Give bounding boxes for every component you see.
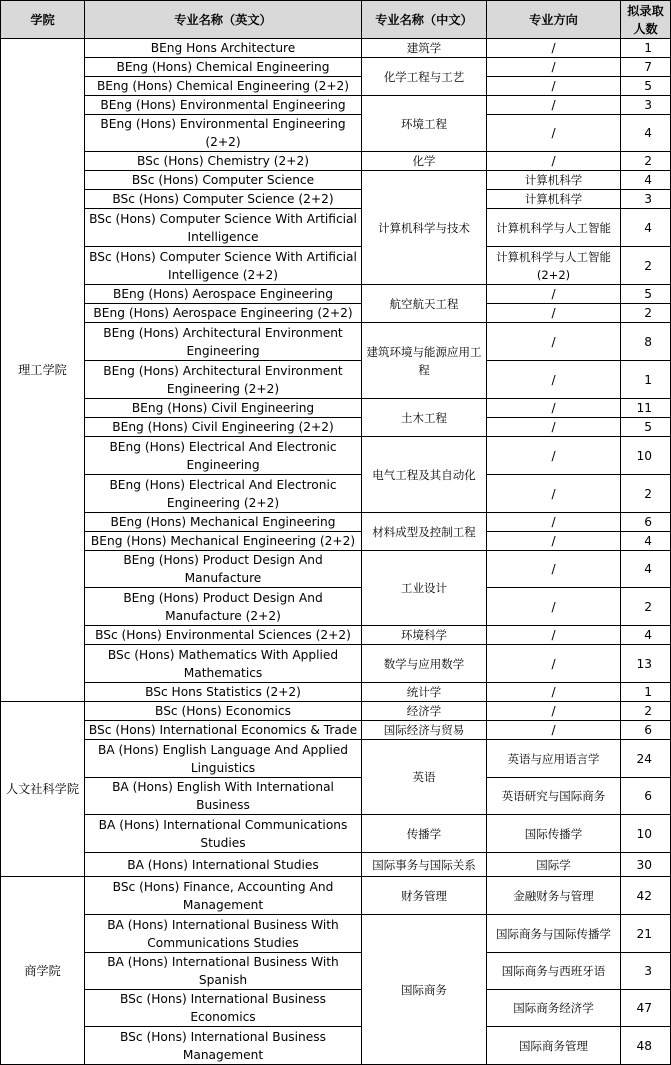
- direction-cell: 国际商务经济学: [487, 990, 621, 1027]
- major-en-cell: BSc (Hons) International Business Management: [85, 1027, 362, 1065]
- quota-cell: 5: [621, 418, 671, 437]
- header-quota: 拟录取人数: [621, 1, 671, 39]
- quota-cell: 2: [621, 475, 671, 513]
- quota-cell: 1: [621, 683, 671, 702]
- major-en-cell: BA (Hons) International Communications Studies: [85, 815, 362, 853]
- table-row: [1, 475, 671, 513]
- direction-cell: /: [487, 588, 621, 626]
- major-cn-cell: 航空航天工程: [362, 285, 487, 323]
- major-cn-cell: 国际商务: [362, 915, 487, 1065]
- major-en-cell: BEng (Hons) Architectural Environment Engineering: [85, 323, 362, 361]
- major-cn-cell: 计算机科学与技术: [362, 171, 487, 285]
- major-cn-cell: 电气工程及其自动化: [362, 437, 487, 513]
- college-cell: 理工学院: [1, 39, 85, 702]
- quota-cell: 2: [621, 152, 671, 171]
- quota-cell: 8: [621, 323, 671, 361]
- direction-cell: 国际传播学: [487, 815, 621, 853]
- major-en-cell: BA (Hons) International Studies: [85, 853, 362, 877]
- table-row: [1, 588, 671, 626]
- college-cell: 人文社科学院: [1, 702, 85, 877]
- direction-cell: /: [487, 96, 621, 115]
- table-row: [1, 532, 671, 551]
- major-en-cell: BSc Hons Statistics (2+2): [85, 683, 362, 702]
- major-en-cell: BEng Hons Architecture: [85, 39, 362, 58]
- table-row: [1, 96, 671, 115]
- table-row: [1, 77, 671, 96]
- major-en-cell: BA (Hons) English With International Business: [85, 778, 362, 815]
- direction-cell: /: [487, 323, 621, 361]
- quota-cell: 4: [621, 171, 671, 190]
- major-en-cell: BSc (Hons) Chemistry (2+2): [85, 152, 362, 171]
- direction-cell: 计算机科学与人工智能(2+2): [487, 247, 621, 285]
- quota-cell: 6: [621, 513, 671, 532]
- table-row: [1, 361, 671, 399]
- major-en-cell: BSc (Hons) Computer Science: [85, 171, 362, 190]
- table-row: [1, 626, 671, 645]
- major-en-cell: BEng (Hons) Chemical Engineering: [85, 58, 362, 77]
- quota-cell: 42: [621, 877, 671, 915]
- major-cn-cell: 统计学: [362, 683, 487, 702]
- header-name-en: 专业名称（英文）: [85, 1, 362, 39]
- direction-cell: /: [487, 513, 621, 532]
- direction-cell: 金融财务与管理: [487, 877, 621, 915]
- major-cn-cell: 化学工程与工艺: [362, 58, 487, 96]
- major-en-cell: BSc (Hons) Environmental Sciences (2+2): [85, 626, 362, 645]
- table-row: [1, 437, 671, 475]
- major-en-cell: BSc (Hons) International Business Economics: [85, 990, 362, 1027]
- direction-cell: /: [487, 418, 621, 437]
- quota-cell: 4: [621, 532, 671, 551]
- quota-cell: 1: [621, 361, 671, 399]
- major-cn-cell: 数学与应用数学: [362, 645, 487, 683]
- quota-cell: 30: [621, 853, 671, 877]
- direction-cell: 国际商务与西班牙语: [487, 953, 621, 990]
- direction-cell: /: [487, 702, 621, 721]
- major-en-cell: BA (Hons) English Language And Applied Linguistics: [85, 740, 362, 778]
- quota-cell: 6: [621, 721, 671, 740]
- table-row: [1, 778, 671, 815]
- quota-cell: 3: [621, 190, 671, 209]
- major-en-cell: BEng (Hons) Civil Engineering: [85, 399, 362, 418]
- major-en-cell: BEng (Hons) Product Design And Manufacture (2+2): [85, 588, 362, 626]
- table-row: [1, 209, 671, 247]
- major-en-cell: BEng (Hons) Aerospace Engineering (2+2): [85, 304, 362, 323]
- direction-cell: /: [487, 39, 621, 58]
- table-row: [1, 247, 671, 285]
- direction-cell: /: [487, 115, 621, 152]
- quota-cell: 24: [621, 740, 671, 778]
- header-row: [1, 1, 671, 39]
- quota-cell: 48: [621, 1027, 671, 1065]
- major-en-cell: BA (Hons) International Business With Communications Studies: [85, 915, 362, 953]
- direction-cell: /: [487, 721, 621, 740]
- direction-cell: 英语与应用语言学: [487, 740, 621, 778]
- major-en-cell: BEng (Hons) Mechanical Engineering (2+2): [85, 532, 362, 551]
- direction-cell: /: [487, 532, 621, 551]
- major-cn-cell: 国际经济与贸易: [362, 721, 487, 740]
- table-row: [1, 853, 671, 877]
- table-row: [1, 418, 671, 437]
- table-row: [1, 645, 671, 683]
- major-en-cell: BEng (Hons) Aerospace Engineering: [85, 285, 362, 304]
- table-row: [1, 285, 671, 304]
- direction-cell: /: [487, 77, 621, 96]
- direction-cell: /: [487, 361, 621, 399]
- table-row: [1, 323, 671, 361]
- quota-cell: 6: [621, 778, 671, 815]
- direction-cell: /: [487, 475, 621, 513]
- direction-cell: /: [487, 285, 621, 304]
- direction-cell: 英语研究与国际商务: [487, 778, 621, 815]
- table-row: [1, 39, 671, 58]
- major-en-cell: BSc (Hons) Finance, Accounting And Management: [85, 877, 362, 915]
- direction-cell: 国际商务与国际传播学: [487, 915, 621, 953]
- direction-cell: /: [487, 58, 621, 77]
- major-en-cell: BEng (Hons) Electrical And Electronic Engineering (2+2): [85, 475, 362, 513]
- quota-cell: 2: [621, 702, 671, 721]
- major-en-cell: BSc (Hons) Computer Science With Artificial Intelligence (2+2): [85, 247, 362, 285]
- major-en-cell: BSc (Hons) Mathematics With Applied Mathematics: [85, 645, 362, 683]
- direction-cell: /: [487, 304, 621, 323]
- major-cn-cell: 经济学: [362, 702, 487, 721]
- direction-cell: /: [487, 437, 621, 475]
- quota-cell: 13: [621, 645, 671, 683]
- quota-cell: 21: [621, 915, 671, 953]
- direction-cell: /: [487, 645, 621, 683]
- major-en-cell: BEng (Hons) Civil Engineering (2+2): [85, 418, 362, 437]
- college-cell: 商学院: [1, 877, 85, 1065]
- quota-cell: 5: [621, 285, 671, 304]
- quota-cell: 11: [621, 399, 671, 418]
- major-en-cell: BEng (Hons) Product Design And Manufacture: [85, 551, 362, 588]
- table-row: [1, 740, 671, 778]
- quota-cell: 4: [621, 115, 671, 152]
- major-cn-cell: 建筑环境与能源应用工程: [362, 323, 487, 399]
- major-cn-cell: 财务管理: [362, 877, 487, 915]
- quota-cell: 2: [621, 247, 671, 285]
- direction-cell: /: [487, 551, 621, 588]
- table-row: [1, 304, 671, 323]
- quota-cell: 3: [621, 953, 671, 990]
- table-row: [1, 551, 671, 588]
- direction-cell: 国际商务管理: [487, 1027, 621, 1065]
- table-row: [1, 115, 671, 152]
- direction-cell: 计算机科学: [487, 190, 621, 209]
- table-row: [1, 513, 671, 532]
- direction-cell: /: [487, 152, 621, 171]
- header-direction: 专业方向: [487, 1, 621, 39]
- table-row: [1, 815, 671, 853]
- major-cn-cell: 建筑学: [362, 39, 487, 58]
- major-en-cell: BSc (Hons) International Economics & Trade: [85, 721, 362, 740]
- header-college: 学院: [1, 1, 85, 39]
- quota-cell: 7: [621, 58, 671, 77]
- quota-cell: 3: [621, 96, 671, 115]
- table-row: [1, 190, 671, 209]
- table-row: [1, 171, 671, 190]
- major-en-cell: BEng (Hons) Mechanical Engineering: [85, 513, 362, 532]
- quota-cell: 2: [621, 588, 671, 626]
- major-en-cell: BEng (Hons) Architectural Environment Engineering (2+2): [85, 361, 362, 399]
- major-en-cell: BSc (Hons) Computer Science (2+2): [85, 190, 362, 209]
- direction-cell: /: [487, 399, 621, 418]
- major-cn-cell: 国际事务与国际关系: [362, 853, 487, 877]
- major-cn-cell: 传播学: [362, 815, 487, 853]
- quota-cell: 5: [621, 77, 671, 96]
- table-row: [1, 990, 671, 1027]
- direction-cell: 计算机科学与人工智能: [487, 209, 621, 247]
- table-row: [1, 702, 671, 721]
- table-row: [1, 399, 671, 418]
- table-row: [1, 58, 671, 77]
- direction-cell: 计算机科学: [487, 171, 621, 190]
- major-cn-cell: 工业设计: [362, 551, 487, 626]
- table-row: [1, 721, 671, 740]
- header-name-cn: 专业名称（中文）: [362, 1, 487, 39]
- quota-cell: 4: [621, 626, 671, 645]
- major-en-cell: BA (Hons) International Business With Spanish: [85, 953, 362, 990]
- major-en-cell: BEng (Hons) Chemical Engineering (2+2): [85, 77, 362, 96]
- quota-cell: 47: [621, 990, 671, 1027]
- table-row: [1, 683, 671, 702]
- major-cn-cell: 英语: [362, 740, 487, 815]
- major-en-cell: BSc (Hons) Computer Science With Artificial Intelligence: [85, 209, 362, 247]
- quota-cell: 2: [621, 304, 671, 323]
- table-row: [1, 915, 671, 953]
- table-row: [1, 953, 671, 990]
- major-cn-cell: 化学: [362, 152, 487, 171]
- quota-cell: 1: [621, 39, 671, 58]
- major-cn-cell: 材料成型及控制工程: [362, 513, 487, 551]
- major-en-cell: BEng (Hons) Electrical And Electronic Engineering: [85, 437, 362, 475]
- major-cn-cell: 土木工程: [362, 399, 487, 437]
- quota-cell: 10: [621, 815, 671, 853]
- major-cn-cell: 环境工程: [362, 96, 487, 152]
- table-row: [1, 877, 671, 915]
- major-en-cell: BEng (Hons) Environmental Engineering (2+2): [85, 115, 362, 152]
- table-row: [1, 152, 671, 171]
- major-cn-cell: 环境科学: [362, 626, 487, 645]
- major-en-cell: BSc (Hons) Economics: [85, 702, 362, 721]
- major-en-cell: BEng (Hons) Environmental Engineering: [85, 96, 362, 115]
- quota-cell: 4: [621, 551, 671, 588]
- direction-cell: /: [487, 683, 621, 702]
- direction-cell: /: [487, 626, 621, 645]
- quota-cell: 10: [621, 437, 671, 475]
- table-row: [1, 1027, 671, 1065]
- quota-cell: 4: [621, 209, 671, 247]
- direction-cell: 国际学: [487, 853, 621, 877]
